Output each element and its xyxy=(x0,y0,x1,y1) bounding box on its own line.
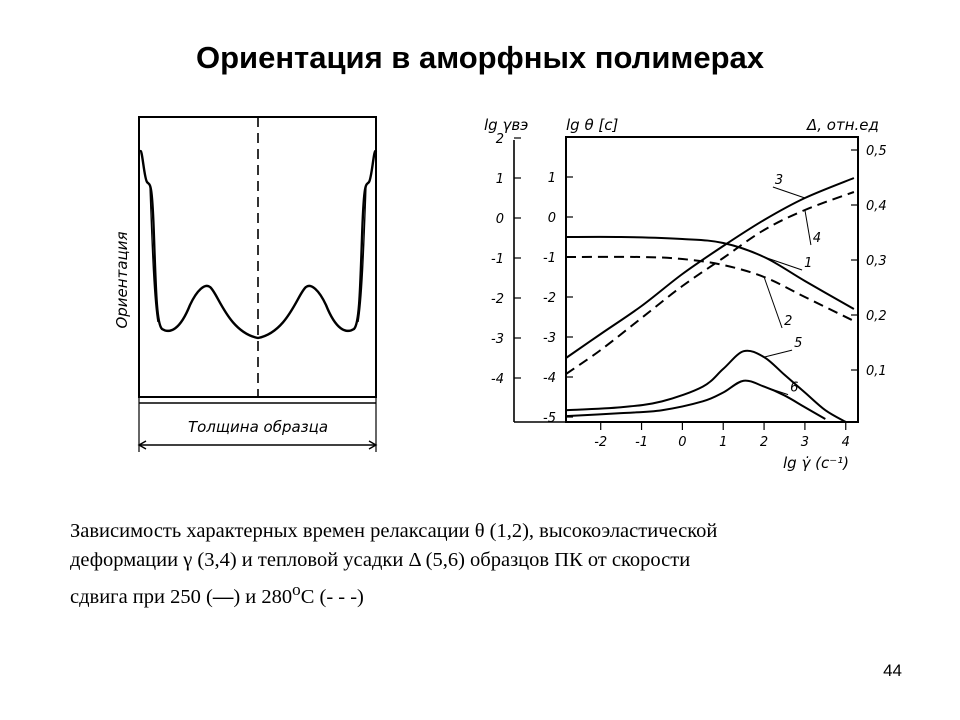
relaxation-chart xyxy=(484,116,887,472)
slide-title: Ориентация в аморфных полимерах xyxy=(195,40,765,75)
caption-line-1: Зависимость характерных времен релаксации θ (1,2), высокоэластической xyxy=(70,520,718,542)
curve-label-1: 1 xyxy=(804,256,813,271)
right-axis-tick-label: 0,5 xyxy=(866,144,887,159)
middle-axis-tick-label: -3 xyxy=(543,331,556,346)
right-axis-tick-label: 0,1 xyxy=(866,364,887,379)
leader-line-4 xyxy=(805,210,811,245)
thickness-label: Толщина образца xyxy=(187,418,329,436)
figure-caption xyxy=(70,517,840,612)
middle-axis-tick-label: 1 xyxy=(547,171,556,186)
right-axis-label: Δ, отн.ед xyxy=(807,116,879,134)
middle-axis-tick-label: -4 xyxy=(543,371,556,386)
series-curve-6 xyxy=(566,381,825,419)
chart-axes xyxy=(491,132,887,450)
series-curve-5 xyxy=(566,351,846,422)
series-curve-4 xyxy=(566,192,854,374)
left-axis-tick-label: 0 xyxy=(495,212,504,227)
curve-label-5: 5 xyxy=(794,336,803,352)
right-axis-tick-label: 0,3 xyxy=(866,254,887,269)
middle-axis-tick-label: 0 xyxy=(547,211,556,226)
curve-label-4: 4 xyxy=(812,231,822,246)
middle-axis-tick-label: -1 xyxy=(543,251,556,266)
right-axis-tick-label: 0,4 xyxy=(866,199,887,214)
caption-line-3 xyxy=(70,575,840,612)
x-tick-label: 4 xyxy=(841,435,850,450)
curve-label-2: 2 xyxy=(784,314,793,329)
x-tick-label: 3 xyxy=(800,435,810,450)
left-axis-tick-label: -4 xyxy=(491,372,504,387)
orientation-axis-label: Ориентация xyxy=(113,231,131,329)
middle-axis-tick-label: -5 xyxy=(543,411,556,426)
degree-sup: o xyxy=(292,580,301,599)
left-axis-tick-label: -2 xyxy=(491,292,504,307)
right-axis-tick-label: 0,2 xyxy=(866,309,887,324)
chart-series xyxy=(566,178,854,422)
caption-line-2: деформации γ (3,4) и тепловой усадки Δ (5,6) образцов ПК от скорости xyxy=(70,549,691,571)
leader-line-3 xyxy=(773,187,805,198)
series-curve-1 xyxy=(566,237,854,309)
x-tick-label: 0 xyxy=(678,435,687,450)
caption-line-3-c: С (- - -) xyxy=(300,585,364,608)
left-axis-tick-label: -1 xyxy=(491,252,504,267)
x-tick-label: -2 xyxy=(594,435,608,450)
left-axis-tick-label: 1 xyxy=(495,172,504,187)
curve-label-3: 3 xyxy=(774,173,784,188)
x-tick-label: 2 xyxy=(759,435,769,450)
leader-line-6 xyxy=(764,387,788,395)
caption-line-3-a: сдвига при 250 ( xyxy=(70,585,213,608)
caption-line-3-b: ) и 280 xyxy=(233,585,293,608)
orientation-plot xyxy=(139,117,376,452)
curve-label-6: 6 xyxy=(790,380,799,396)
x-tick-label: 1 xyxy=(719,435,728,450)
left-axis-tick-label: -3 xyxy=(491,332,504,347)
middle-axis-tick-label: -2 xyxy=(543,291,556,306)
page-number: 44 xyxy=(883,661,902,680)
x-axis-label: lg γ̇ (c⁻¹) xyxy=(783,454,849,472)
left-axis-tick-label: 2 xyxy=(495,132,504,147)
x-tick-label: -1 xyxy=(635,435,649,450)
middle-axis-label: lg θ [c] xyxy=(566,116,619,134)
left-axis-label: lg γвэ xyxy=(484,116,529,134)
leader-line-5 xyxy=(764,350,792,357)
solid-line-symbol: — xyxy=(212,585,234,608)
